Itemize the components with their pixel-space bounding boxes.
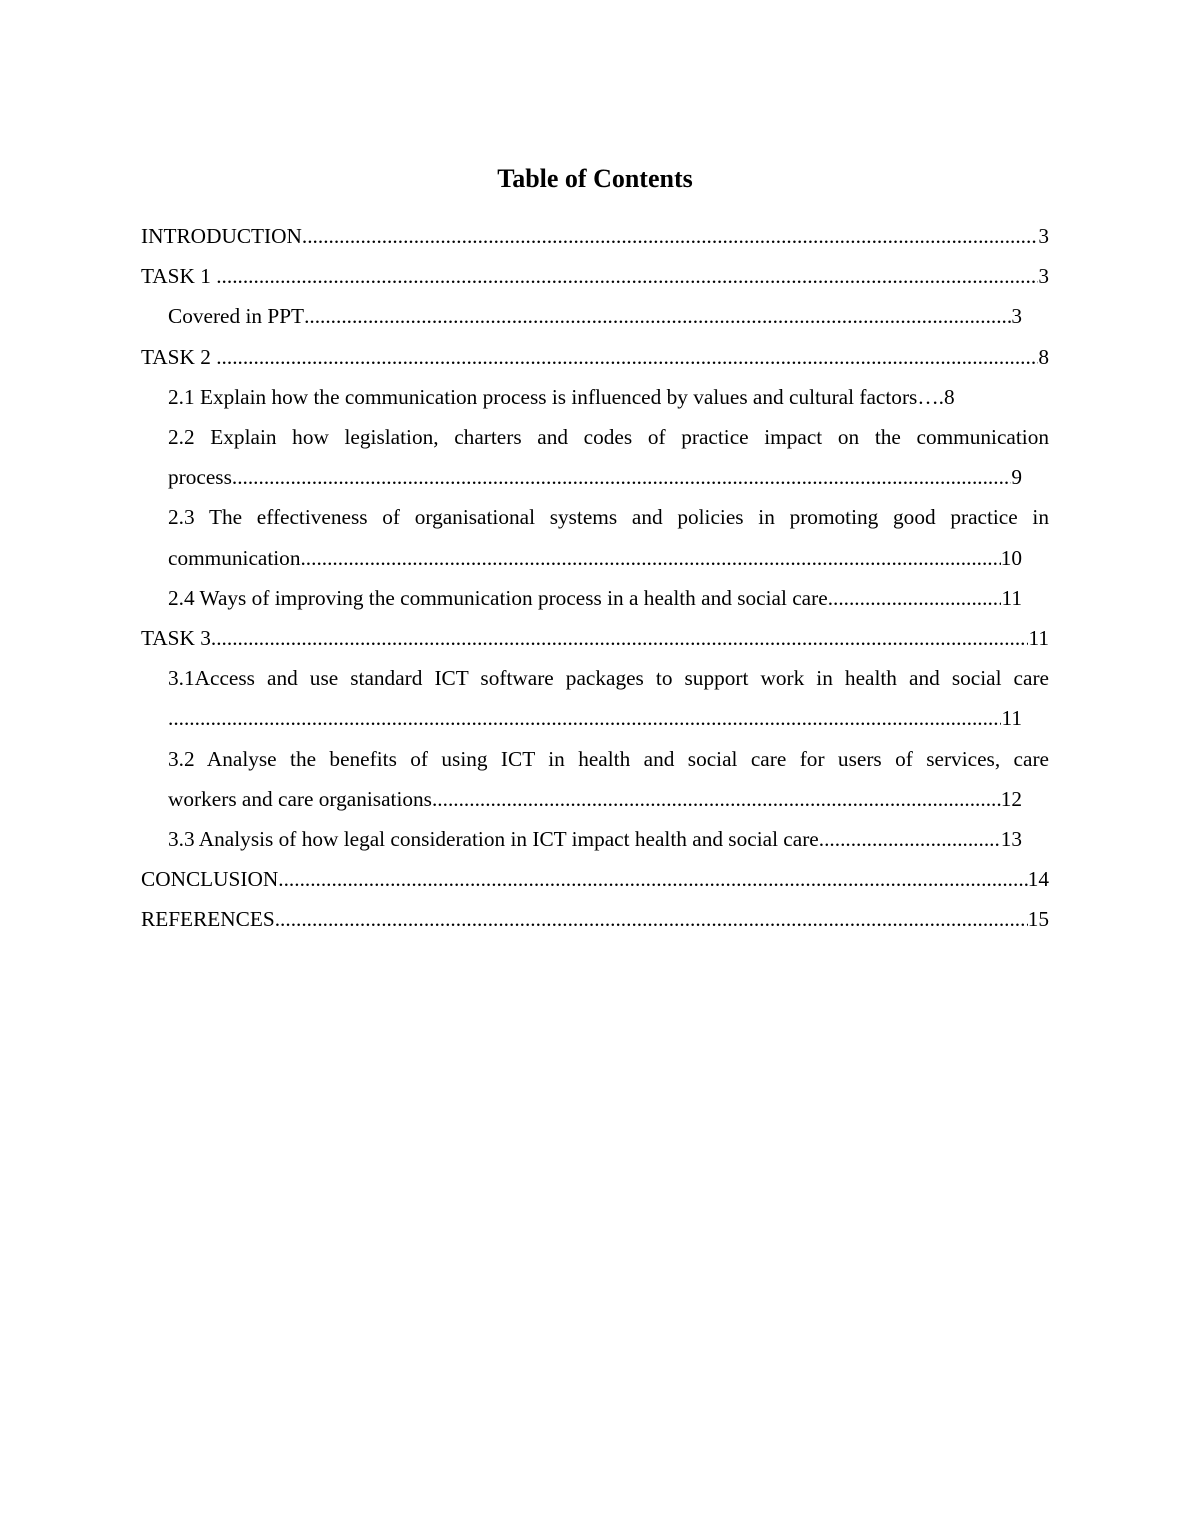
toc-leader-dots (300, 538, 1000, 578)
toc-leader-dots (232, 457, 1011, 497)
toc-leader-dots (211, 618, 1029, 658)
toc-entry-references[interactable] (141, 899, 1049, 939)
toc-entry-text: CONCLUSION (141, 867, 279, 892)
toc-entry-3-3[interactable] (141, 819, 1049, 859)
toc-entry-task-1[interactable] (141, 256, 1049, 296)
toc-leader-dots (302, 216, 1038, 256)
toc-page-number: 14 (1027, 867, 1049, 892)
toc-entry-introduction[interactable] (141, 216, 1049, 256)
toc-entry-text: REFERENCES (141, 907, 275, 932)
toc-entry-2-1[interactable] (141, 377, 1049, 417)
toc-entry-text: Covered in PPT (168, 304, 305, 329)
toc-leader-dots (432, 779, 1001, 819)
toc-page-number: 15 (1027, 907, 1049, 932)
toc-entry-3-1[interactable] (141, 658, 1049, 738)
toc-page-number: 3 (1038, 264, 1049, 289)
toc-page-number: 9 (1011, 465, 1022, 490)
toc-entry-text-line-1: 2.2 Explain how legislation, charters and codes of practice impact on the communication (168, 425, 1049, 450)
toc-entry-task-2[interactable] (141, 337, 1049, 377)
toc-entry-text: TASK 1 (141, 264, 217, 289)
toc-entry-text: 3.3 Analysis of how legal consideration in ICT impact health and social care (168, 827, 819, 852)
toc-entry-2-2[interactable] (141, 417, 1049, 497)
toc-page-number: 3 (1038, 224, 1049, 248)
toc-page-number: 12 (1000, 786, 1022, 811)
toc-entry-text-line-1: 3.2 Analyse the benefits of using ICT in health and social care for users of services, care (168, 746, 1049, 771)
toc-page-number: 10 (1000, 545, 1022, 570)
toc-entry-text: 2.4 Ways of improving the communication process in a health and social care (168, 585, 828, 610)
toc-title: Table of Contents (497, 164, 693, 193)
toc-page-number: 8 (1038, 344, 1049, 369)
toc-leader-dots (275, 899, 1028, 939)
toc-entry-covered-in-ppt[interactable] (141, 296, 1049, 336)
toc-list (141, 216, 1049, 940)
toc-entry-text: 2.1 Explain how the communication process is influenced by values and cultural factors….8 (168, 384, 955, 409)
toc-entry-text: INTRODUCTION (141, 224, 302, 248)
toc-entry-text: TASK 2 (141, 344, 217, 369)
toc-leader-dots (216, 337, 1038, 377)
toc-leader-dots (168, 698, 1001, 738)
toc-entry-text: TASK 3 (141, 626, 211, 651)
toc-leader-dots (819, 819, 1001, 859)
toc-leader-dots (278, 859, 1027, 899)
toc-entry-task-3[interactable] (141, 618, 1049, 658)
toc-entry-2-3[interactable] (141, 497, 1049, 577)
toc-page-number: 3 (1011, 304, 1022, 329)
toc-entry-text-line-2: communication (168, 545, 301, 570)
toc-entry-text-line-2: workers and care organisations (168, 786, 432, 811)
toc-entry-text-line-1: 2.3 The effectiveness of organisational systems and policies in promoting good practice in (168, 505, 1049, 530)
toc-leader-dots (216, 256, 1038, 296)
toc-entry-text-line-1: 3.1Access and use standard ICT software packages to support work in health and social care (168, 666, 1049, 691)
toc-leader-dots (828, 578, 1002, 618)
toc-page-number: 11 (1028, 626, 1049, 651)
toc-entry-3-2[interactable] (141, 739, 1049, 819)
toc-page-number: 11 (1001, 585, 1022, 610)
toc-entry-2-4[interactable] (141, 578, 1049, 618)
toc-page-number: 13 (1000, 827, 1022, 852)
toc-page-number: 11 (1001, 706, 1022, 731)
toc-entry-conclusion[interactable] (141, 859, 1049, 899)
toc-entry-text-line-2: process (168, 465, 232, 490)
toc-leader-dots (304, 296, 1011, 336)
